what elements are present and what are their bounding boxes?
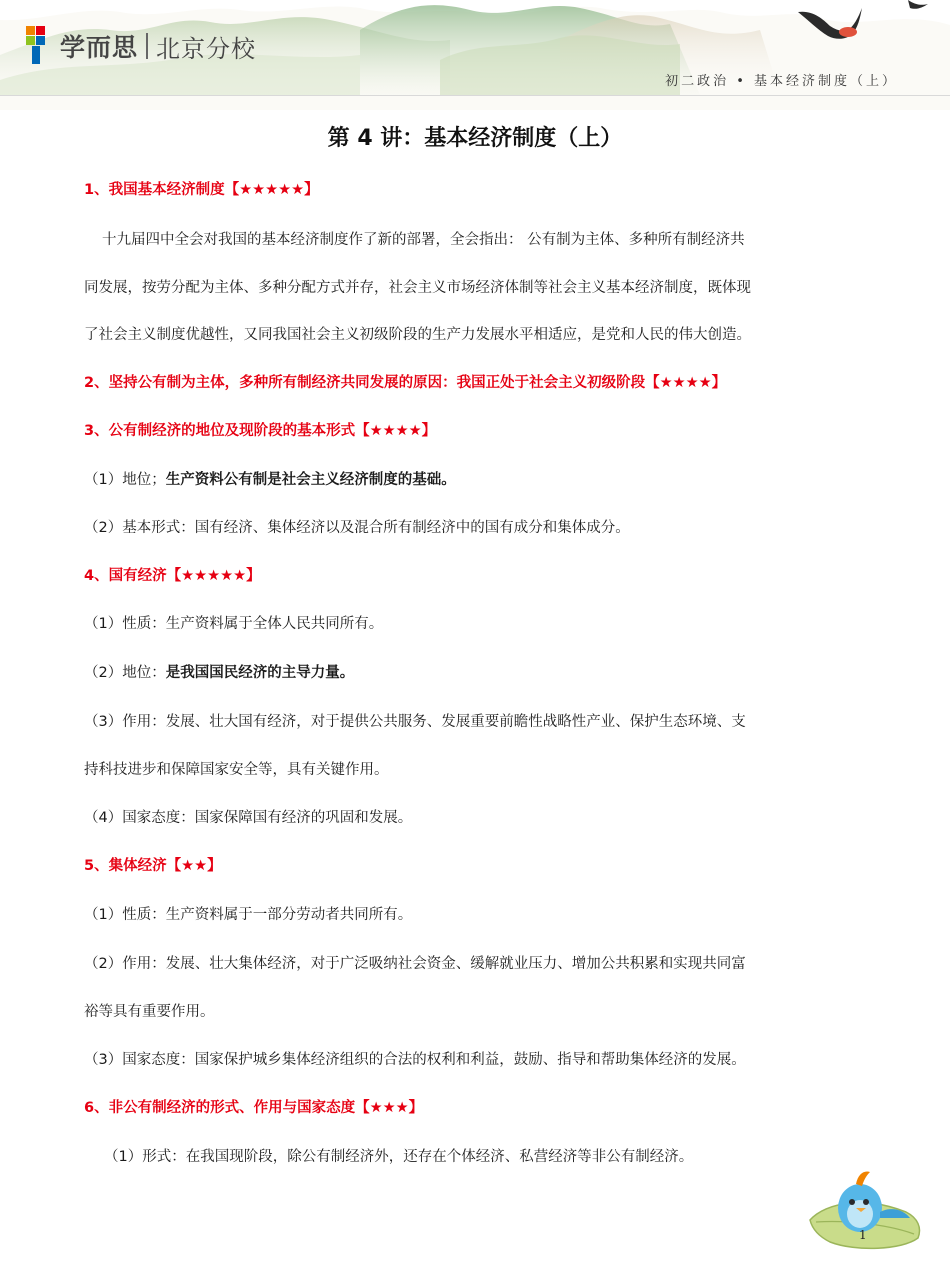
brand-branch: 北京分校 xyxy=(156,34,257,63)
page-title: 第 4 讲：基本经济制度（上） xyxy=(327,126,623,151)
section-4-item-1: （1）性质：生产资料属于全体人民共同所有。 xyxy=(84,616,384,632)
section-3-heading: 3、公有制经济的地位及现阶段的基本形式【★★★★】 xyxy=(84,423,437,439)
brand-logo xyxy=(26,26,256,66)
section-3-item-1-emphasis: 生产资料公有制是社会主义经济制度的基础。 xyxy=(165,472,456,488)
course-label: 初二政治 • 基本经济制度（上） xyxy=(665,74,898,89)
section-6-heading: 6、非公有制经济的形式、作用与国家态度【★★★】 xyxy=(84,1100,424,1116)
swallow-illustration xyxy=(790,0,930,50)
section-5-heading: 5、集体经济【★★】 xyxy=(84,858,222,874)
section-4-item-2-emphasis: 是我国国民经济的主导力量。 xyxy=(165,665,355,681)
section-3-item-1 xyxy=(84,468,456,489)
brand-name: 学而思 xyxy=(60,33,139,62)
section-3-item-1-label: （1）地位； xyxy=(84,472,166,488)
section-4-item-2 xyxy=(84,661,354,682)
section-1-paragraph-line-2: 同发展，按劳分配为主体、多种分配方式并存，社会主义市场经济体制等社会主义基本经济制度，既体现 xyxy=(84,280,751,296)
logo-mark-icon xyxy=(26,26,54,66)
logo-divider xyxy=(146,33,148,59)
section-2-heading: 2、坚持公有制为主体，多种所有制经济共同发展的原因：我国正处于社会主义初级阶段【★★★★】 xyxy=(84,375,727,391)
section-1-heading: 1、我国基本经济制度【★★★★★】 xyxy=(84,182,319,198)
section-1-paragraph-line-3: 了社会主义制度优越性，又同我国社会主义初级阶段的生产力发展水平相适应，是党和人民的伟大创造。 xyxy=(84,327,751,343)
section-5-item-2-line-2: 裕等具有重要作用。 xyxy=(84,1004,215,1020)
section-4-item-3-line-2: 持科技进步和保障国家安全等，具有关键作用。 xyxy=(84,762,389,778)
section-4-item-2-label: （2）地位： xyxy=(84,665,166,681)
section-6-item-1: （1）形式：在我国现阶段，除公有制经济外，还存在个体经济、私营经济等非公有制经济。 xyxy=(104,1149,694,1165)
section-4-item-3-line-1: （3）作用：发展、壮大国有经济，对于提供公共服务、发展重要前瞻性战略性产业、保护生态环境、支 xyxy=(84,714,746,730)
header-divider xyxy=(0,95,950,96)
section-5-item-2-line-1: （2）作用：发展、壮大集体经济，对于广泛吸纳社会资金、缓解就业压力、增加公共积累和实现共同富 xyxy=(84,956,746,972)
section-5-item-1: （1）性质：生产资料属于一部分劳动者共同所有。 xyxy=(84,907,413,923)
section-5-item-3: （3）国家态度：国家保护城乡集体经济组织的合法的权利和利益，鼓励、指导和帮助集体经济的发展。 xyxy=(84,1052,746,1068)
section-4-heading: 4、国有经济【★★★★★】 xyxy=(84,568,261,584)
section-4-item-4: （4）国家态度：国家保障国有经济的巩固和发展。 xyxy=(84,810,413,826)
section-1-paragraph-line-1: 十九届四中全会对我国的基本经济制度作了新的部署，全会指出： 公有制为主体、多种所有制经济共 xyxy=(102,232,745,248)
section-3-item-2: （2）基本形式：国有经济、集体经济以及混合所有制经济中的国有成分和集体成分。 xyxy=(84,520,630,536)
page-number: 1 xyxy=(859,1228,867,1242)
